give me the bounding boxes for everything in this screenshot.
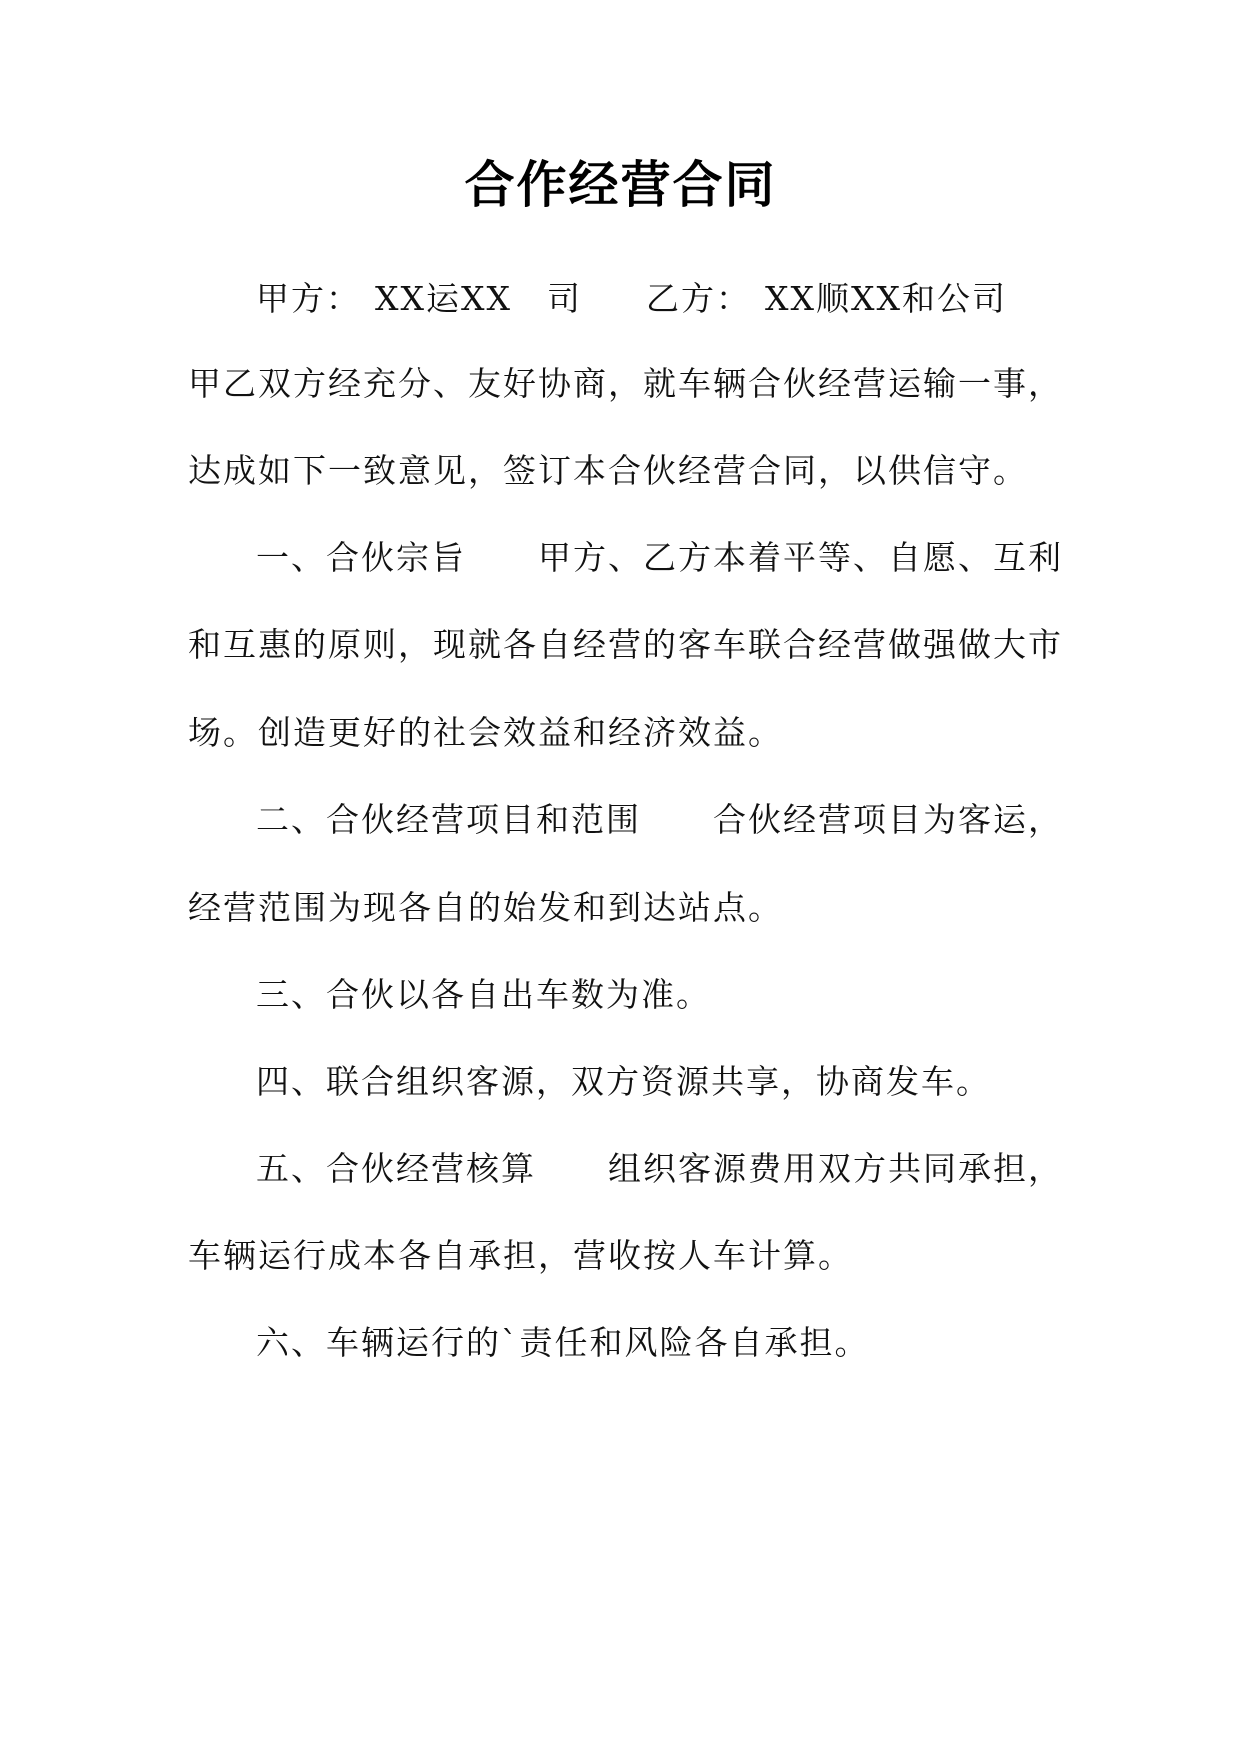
- clause-6: 六、车辆运行的`责任和风险各自承担。: [256, 1323, 870, 1362]
- party-a-name: XX运XX 司: [375, 279, 582, 318]
- party-b-name: XX顺XX和公司: [764, 279, 1007, 318]
- clause-5-line-1: [256, 1149, 1063, 1189]
- intro-line-1: 甲乙双方经充分、友好协商，就车辆合伙经营运输一事，: [188, 364, 1063, 403]
- parties-line: [256, 279, 1007, 319]
- clause-1-line-3: 场。创造更好的社会效益和经济效益。: [188, 713, 783, 752]
- clause-4: 四、联合组织客源，双方资源共享，协商发车。: [256, 1062, 991, 1101]
- clause-2-line-1: [256, 800, 1063, 840]
- clause-1-text: 甲方、乙方本着平等、自愿、互利: [538, 538, 1063, 577]
- document-title: 合作经营合同: [464, 156, 777, 214]
- clause-1-line-2: 和互惠的原则，现就各自经营的客车联合经营做强做大市: [188, 625, 1063, 664]
- clause-2-text: 合伙经营项目为客运，: [713, 800, 1063, 839]
- clause-1-line-1: [256, 538, 1063, 578]
- party-b-label: 乙方：: [645, 279, 751, 318]
- clause-2-line-2: 经营范围为现各自的始发和到达站点。: [188, 888, 783, 927]
- clause-2-heading: 二、合伙经营项目和范围: [256, 800, 641, 839]
- party-a-label: 甲方：: [256, 279, 361, 318]
- intro-line-2: 达成如下一致意见，签订本合伙经营合同，以供信守。: [188, 451, 1028, 490]
- clause-1-heading: 一、合伙宗旨: [256, 538, 466, 577]
- clause-3: 三、合伙以各自出车数为准。: [256, 975, 711, 1014]
- clause-5-line-2: 车辆运行成本各自承担，营收按人车计算。: [188, 1236, 853, 1275]
- clause-5-text: 组织客源费用双方共同承担，: [608, 1149, 1063, 1188]
- clause-5-heading: 五、合伙经营核算: [256, 1149, 536, 1188]
